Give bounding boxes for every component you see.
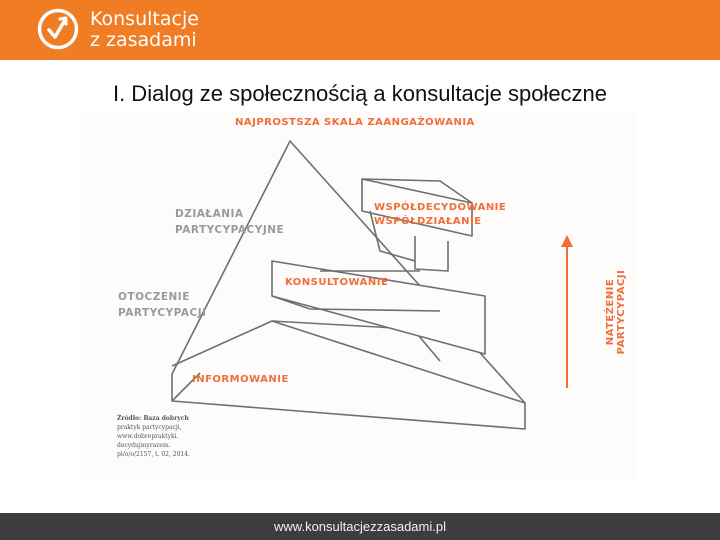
side-lower-line-2: PARTYCYPACJI (118, 307, 207, 319)
level-4-label (374, 201, 506, 229)
source-line-4: decydujmyrazem. (117, 442, 171, 449)
logo-text[interactable] (90, 9, 199, 51)
header-bar (0, 0, 720, 60)
figure-heading: NAJPROSTSZA SKALA ZAANGAŻOWANIA (235, 117, 475, 128)
source-line-3: www.dobrepraktyki. (117, 433, 179, 440)
side-lower-line-1: OTOCZENIE (118, 291, 190, 303)
source-note (117, 414, 247, 459)
axis-label: NATĘŻENIE PARTYCYPACJI (605, 269, 627, 355)
level-4-line-2: WSPÓŁDZIAŁANIE (374, 216, 482, 227)
level-3-label: KONSULTOWANIE (285, 277, 389, 288)
side-upper-line-2: PARTYCYPACYJNE (175, 224, 285, 236)
arrow-up-icon (561, 235, 573, 247)
engagement-pyramid-figure (80, 111, 637, 480)
level-4-line-1: WSPÓŁDECYDOWANIE (374, 202, 507, 213)
check-circle-icon (36, 7, 80, 51)
source-line-5: pl/o/o/2157, t. 02, 2014. (117, 451, 190, 458)
source-line-2: praktyk partycypacji, (117, 424, 182, 431)
slide-title: I. Dialog ze społecznością a konsultacje społeczne (112, 81, 608, 106)
footer-url[interactable]: www.konsultacjezzasadami.pl (274, 519, 446, 534)
logo-line-1: Konsultacje (90, 8, 199, 30)
logo-line-2: z zasadami (90, 29, 197, 51)
footer-bar (0, 513, 720, 540)
side-lower-label (118, 289, 207, 321)
level-1-label: INFORMOWANIE (192, 374, 289, 385)
source-line-1: Źródło: Baza dobrych (117, 415, 189, 422)
side-upper-line-1: DZIAŁANIA (175, 208, 244, 220)
axis-label-wrapper (596, 241, 627, 391)
side-upper-label (175, 206, 284, 238)
